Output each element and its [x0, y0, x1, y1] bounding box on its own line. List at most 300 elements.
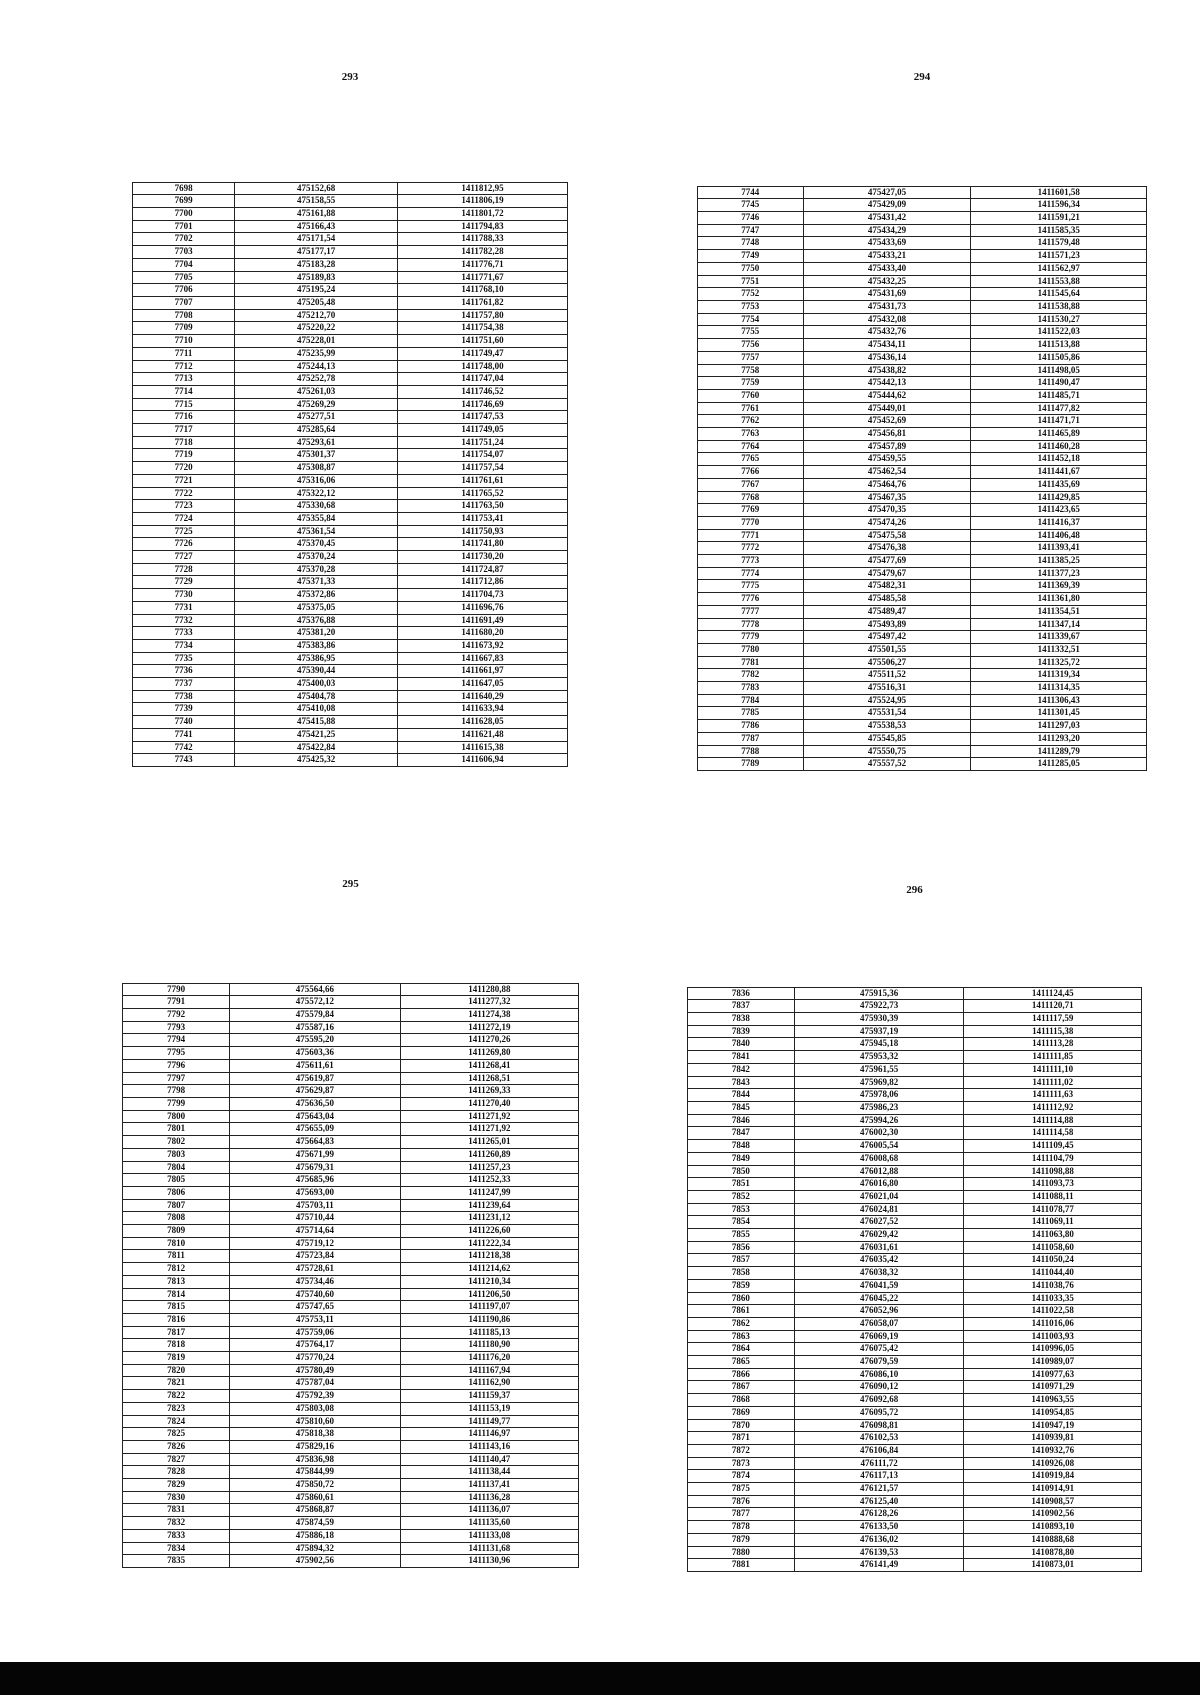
table-row [133, 436, 568, 449]
x-coordinate-cell: 475986,23 [794, 1101, 964, 1114]
y-coordinate-cell: 1411190,86 [400, 1313, 578, 1326]
y-coordinate-cell: 1411505,86 [971, 351, 1147, 364]
x-coordinate-cell: 475285,64 [235, 424, 398, 437]
table-row [698, 478, 1147, 491]
point-number-cell: 7800 [123, 1110, 230, 1123]
table-row [123, 1415, 579, 1428]
x-coordinate-cell: 475810,60 [230, 1415, 401, 1428]
y-coordinate-cell: 1411252,33 [400, 1174, 578, 1187]
x-coordinate-cell: 475235,99 [235, 347, 398, 360]
point-number-cell: 7821 [123, 1377, 230, 1390]
x-coordinate-cell: 476111,72 [794, 1457, 964, 1470]
table-row [698, 567, 1147, 580]
x-coordinate-cell: 475844,99 [230, 1466, 401, 1479]
y-coordinate-cell: 1411754,07 [397, 449, 567, 462]
x-coordinate-cell: 475277,51 [235, 411, 398, 424]
point-number-cell: 7709 [133, 322, 235, 335]
x-coordinate-cell: 475228,01 [235, 335, 398, 348]
x-coordinate-cell: 475464,76 [803, 478, 971, 491]
point-number-cell: 7873 [688, 1457, 795, 1470]
y-coordinate-cell: 1411749,47 [397, 347, 567, 360]
x-coordinate-cell: 475770,24 [230, 1352, 401, 1365]
point-number-cell: 7761 [698, 402, 804, 415]
x-coordinate-cell: 475860,61 [230, 1491, 401, 1504]
point-number-cell: 7804 [123, 1161, 230, 1174]
y-coordinate-cell: 1411218,38 [400, 1250, 578, 1263]
table-row [133, 690, 568, 703]
table-row [688, 1457, 1142, 1470]
y-coordinate-cell: 1411661,97 [397, 665, 567, 678]
x-coordinate-cell: 475308,87 [235, 462, 398, 475]
point-number-cell: 7810 [123, 1237, 230, 1250]
x-coordinate-cell: 475372,86 [235, 589, 398, 602]
x-coordinate-cell: 475685,96 [230, 1174, 401, 1187]
point-number-cell: 7728 [133, 563, 235, 576]
point-number-cell: 7775 [698, 580, 804, 593]
y-coordinate-cell: 1411111,02 [964, 1076, 1142, 1089]
table-row [133, 754, 568, 767]
x-coordinate-cell: 475383,86 [235, 639, 398, 652]
y-coordinate-cell: 1411176,20 [400, 1352, 578, 1365]
y-coordinate-cell: 1411615,38 [397, 741, 567, 754]
y-coordinate-cell: 1410939,81 [964, 1432, 1142, 1445]
table-row [133, 424, 568, 437]
point-number-cell: 7699 [133, 195, 235, 208]
point-number-cell: 7741 [133, 728, 235, 741]
point-number-cell: 7720 [133, 462, 235, 475]
y-coordinate-cell: 1411153,19 [400, 1402, 578, 1415]
y-coordinate-cell: 1411579,48 [971, 237, 1147, 250]
table-row [688, 1254, 1142, 1267]
table-row [123, 1440, 579, 1453]
table-row [123, 1313, 579, 1326]
x-coordinate-cell: 475371,33 [235, 576, 398, 589]
x-coordinate-cell: 475894,32 [230, 1542, 401, 1555]
table-row [698, 758, 1147, 771]
point-number-cell: 7787 [698, 732, 804, 745]
x-coordinate-cell: 475643,04 [230, 1110, 401, 1123]
point-number-cell: 7791 [123, 996, 230, 1009]
y-coordinate-cell: 1411801,72 [397, 208, 567, 221]
point-number-cell: 7864 [688, 1343, 795, 1356]
point-number-cell: 7795 [123, 1047, 230, 1060]
y-coordinate-cell: 1410947,19 [964, 1419, 1142, 1432]
y-coordinate-cell: 1411768,10 [397, 284, 567, 297]
x-coordinate-cell: 475467,35 [803, 491, 971, 504]
table-row [698, 415, 1147, 428]
x-coordinate-cell: 475452,69 [803, 415, 971, 428]
point-number-cell: 7827 [123, 1453, 230, 1466]
y-coordinate-cell: 1411696,76 [397, 601, 567, 614]
x-coordinate-cell: 475442,13 [803, 377, 971, 390]
y-coordinate-cell: 1411416,37 [971, 516, 1147, 529]
x-coordinate-cell: 476069,19 [794, 1330, 964, 1343]
x-coordinate-cell: 475355,84 [235, 512, 398, 525]
y-coordinate-cell: 1411098,88 [964, 1165, 1142, 1178]
table-row [133, 322, 568, 335]
point-number-cell: 7825 [123, 1428, 230, 1441]
point-number-cell: 7869 [688, 1406, 795, 1419]
table-row [688, 1038, 1142, 1051]
table-row [123, 1326, 579, 1339]
y-coordinate-cell: 1411033,35 [964, 1292, 1142, 1305]
y-coordinate-cell: 1411369,39 [971, 580, 1147, 593]
table-row [123, 1339, 579, 1352]
x-coordinate-cell: 476038,32 [794, 1267, 964, 1280]
y-coordinate-cell: 1411640,29 [397, 690, 567, 703]
x-coordinate-cell: 475780,49 [230, 1364, 401, 1377]
x-coordinate-cell: 475152,68 [235, 182, 398, 195]
page-296 [687, 883, 1142, 1572]
y-coordinate-cell: 1411471,71 [971, 415, 1147, 428]
x-coordinate-cell: 475205,48 [235, 296, 398, 309]
x-coordinate-cell: 475370,45 [235, 538, 398, 551]
point-number-cell: 7818 [123, 1339, 230, 1352]
x-coordinate-cell: 475475,58 [803, 529, 971, 542]
x-coordinate-cell: 475664,83 [230, 1136, 401, 1149]
point-number-cell: 7852 [688, 1190, 795, 1203]
table-row [688, 1533, 1142, 1546]
x-coordinate-cell: 475212,70 [235, 309, 398, 322]
point-number-cell: 7721 [133, 474, 235, 487]
x-coordinate-cell: 475244,13 [235, 360, 398, 373]
point-number-cell: 7876 [688, 1495, 795, 1508]
table-row [688, 1000, 1142, 1013]
y-coordinate-cell: 1411117,59 [964, 1013, 1142, 1026]
point-number-cell: 7751 [698, 275, 804, 288]
x-coordinate-cell: 475595,20 [230, 1034, 401, 1047]
point-number-cell: 7716 [133, 411, 235, 424]
table-row [688, 1076, 1142, 1089]
x-coordinate-cell: 475485,58 [803, 593, 971, 606]
point-number-cell: 7805 [123, 1174, 230, 1187]
point-number-cell: 7855 [688, 1229, 795, 1242]
x-coordinate-cell: 475457,89 [803, 440, 971, 453]
x-coordinate-cell: 476121,57 [794, 1483, 964, 1496]
x-coordinate-cell: 476098,81 [794, 1419, 964, 1432]
y-coordinate-cell: 1411231,12 [400, 1212, 578, 1225]
x-coordinate-cell: 475316,06 [235, 474, 398, 487]
table-row [688, 1013, 1142, 1026]
table-row [698, 428, 1147, 441]
table-row [133, 474, 568, 487]
point-number-cell: 7794 [123, 1034, 230, 1047]
y-coordinate-cell: 1411271,92 [400, 1123, 578, 1136]
point-number-cell: 7726 [133, 538, 235, 551]
x-coordinate-cell: 475753,11 [230, 1313, 401, 1326]
point-number-cell: 7808 [123, 1212, 230, 1225]
point-number-cell: 7809 [123, 1225, 230, 1238]
point-number-cell: 7850 [688, 1165, 795, 1178]
y-coordinate-cell: 1411063,80 [964, 1229, 1142, 1242]
y-coordinate-cell: 1411297,03 [971, 720, 1147, 733]
y-coordinate-cell: 1411647,05 [397, 678, 567, 691]
x-coordinate-cell: 475434,11 [803, 339, 971, 352]
point-number-cell: 7871 [688, 1432, 795, 1445]
x-coordinate-cell: 475462,54 [803, 466, 971, 479]
x-coordinate-cell: 475432,76 [803, 326, 971, 339]
point-number-cell: 7837 [688, 1000, 795, 1013]
point-number-cell: 7788 [698, 745, 804, 758]
y-coordinate-cell: 1411265,01 [400, 1136, 578, 1149]
table-row [698, 682, 1147, 695]
x-coordinate-cell: 475874,59 [230, 1517, 401, 1530]
point-number-cell: 7727 [133, 551, 235, 564]
x-coordinate-cell: 475710,44 [230, 1212, 401, 1225]
x-coordinate-cell: 475493,89 [803, 618, 971, 631]
x-coordinate-cell: 475482,31 [803, 580, 971, 593]
coordinate-table [132, 182, 568, 767]
x-coordinate-cell: 475792,39 [230, 1390, 401, 1403]
y-coordinate-cell: 1411751,60 [397, 335, 567, 348]
x-coordinate-cell: 475572,12 [230, 996, 401, 1009]
x-coordinate-cell: 475449,01 [803, 402, 971, 415]
point-number-cell: 7722 [133, 487, 235, 500]
y-coordinate-cell: 1411606,94 [397, 754, 567, 767]
table-row [698, 504, 1147, 517]
x-coordinate-cell: 475978,06 [794, 1089, 964, 1102]
point-number-cell: 7793 [123, 1021, 230, 1034]
point-number-cell: 7703 [133, 246, 235, 259]
point-number-cell: 7702 [133, 233, 235, 246]
y-coordinate-cell: 1411167,94 [400, 1364, 578, 1377]
table-row [133, 462, 568, 475]
point-number-cell: 7710 [133, 335, 235, 348]
x-coordinate-cell: 475524,95 [803, 694, 971, 707]
y-coordinate-cell: 1411485,71 [971, 389, 1147, 402]
x-coordinate-cell: 475961,55 [794, 1063, 964, 1076]
table-row [688, 1051, 1142, 1064]
point-number-cell: 7735 [133, 652, 235, 665]
table-row [133, 589, 568, 602]
x-coordinate-cell: 475497,42 [803, 631, 971, 644]
x-coordinate-cell: 475432,08 [803, 313, 971, 326]
x-coordinate-cell: 475427,05 [803, 186, 971, 199]
y-coordinate-cell: 1411354,51 [971, 605, 1147, 618]
x-coordinate-cell: 476031,61 [794, 1241, 964, 1254]
x-coordinate-cell: 475421,25 [235, 728, 398, 741]
y-coordinate-cell: 1411435,69 [971, 478, 1147, 491]
y-coordinate-cell: 1411393,41 [971, 542, 1147, 555]
x-coordinate-cell: 475433,69 [803, 237, 971, 250]
x-coordinate-cell: 475994,26 [794, 1114, 964, 1127]
table-row [698, 529, 1147, 542]
table-row [133, 411, 568, 424]
table-row [133, 601, 568, 614]
point-number-cell: 7758 [698, 364, 804, 377]
table-row [133, 360, 568, 373]
y-coordinate-cell: 1411280,88 [400, 983, 578, 996]
y-coordinate-cell: 1411113,28 [964, 1038, 1142, 1051]
point-number-cell: 7753 [698, 300, 804, 313]
x-coordinate-cell: 475158,55 [235, 195, 398, 208]
point-number-cell: 7811 [123, 1250, 230, 1263]
y-coordinate-cell: 1411111,63 [964, 1089, 1142, 1102]
y-coordinate-cell: 1411724,87 [397, 563, 567, 576]
point-number-cell: 7768 [698, 491, 804, 504]
point-number-cell: 7875 [688, 1483, 795, 1496]
point-number-cell: 7743 [133, 754, 235, 767]
y-coordinate-cell: 1411673,92 [397, 639, 567, 652]
x-coordinate-cell: 475629,87 [230, 1085, 401, 1098]
table-row [133, 728, 568, 741]
point-number-cell: 7725 [133, 525, 235, 538]
point-number-cell: 7723 [133, 500, 235, 513]
y-coordinate-cell: 1411751,24 [397, 436, 567, 449]
y-coordinate-cell: 1411293,20 [971, 732, 1147, 745]
table-row [698, 453, 1147, 466]
y-coordinate-cell: 1411136,28 [400, 1491, 578, 1504]
y-coordinate-cell: 1411812,95 [397, 182, 567, 195]
y-coordinate-cell: 1411746,52 [397, 385, 567, 398]
table-row [698, 351, 1147, 364]
table-row [688, 1381, 1142, 1394]
table-row [133, 652, 568, 665]
table-row [133, 551, 568, 564]
x-coordinate-cell: 475376,88 [235, 614, 398, 627]
x-coordinate-cell: 475390,44 [235, 665, 398, 678]
y-coordinate-cell: 1411069,11 [964, 1216, 1142, 1229]
x-coordinate-cell: 475587,16 [230, 1021, 401, 1034]
x-coordinate-cell: 475330,68 [235, 500, 398, 513]
y-coordinate-cell: 1411513,88 [971, 339, 1147, 352]
point-number-cell: 7802 [123, 1136, 230, 1149]
table-row [123, 1555, 579, 1568]
point-number-cell: 7803 [123, 1148, 230, 1161]
point-number-cell: 7862 [688, 1317, 795, 1330]
point-number-cell: 7841 [688, 1051, 795, 1064]
y-coordinate-cell: 1411038,76 [964, 1279, 1142, 1292]
table-row [123, 1136, 579, 1149]
y-coordinate-cell: 1411522,03 [971, 326, 1147, 339]
point-number-cell: 7746 [698, 212, 804, 225]
point-number-cell: 7752 [698, 288, 804, 301]
x-coordinate-cell: 475636,50 [230, 1097, 401, 1110]
y-coordinate-cell: 1411763,50 [397, 500, 567, 513]
y-coordinate-cell: 1410989,07 [964, 1356, 1142, 1369]
table-row [688, 1343, 1142, 1356]
x-coordinate-cell: 476012,88 [794, 1165, 964, 1178]
table-row [133, 220, 568, 233]
point-number-cell: 7772 [698, 542, 804, 555]
point-number-cell: 7736 [133, 665, 235, 678]
table-row [688, 1546, 1142, 1559]
x-coordinate-cell: 475723,84 [230, 1250, 401, 1263]
y-coordinate-cell: 1411274,38 [400, 1009, 578, 1022]
table-row [123, 1250, 579, 1263]
x-coordinate-cell: 475719,12 [230, 1237, 401, 1250]
y-coordinate-cell: 1411112,92 [964, 1101, 1142, 1114]
table-row [133, 665, 568, 678]
point-number-cell: 7765 [698, 453, 804, 466]
x-coordinate-cell: 475375,05 [235, 601, 398, 614]
table-row [123, 1123, 579, 1136]
y-coordinate-cell: 1411197,07 [400, 1301, 578, 1314]
point-number-cell: 7770 [698, 516, 804, 529]
x-coordinate-cell: 475301,37 [235, 449, 398, 462]
point-number-cell: 7847 [688, 1127, 795, 1140]
point-number-cell: 7785 [698, 707, 804, 720]
table-row [133, 741, 568, 754]
y-coordinate-cell: 1410926,08 [964, 1457, 1142, 1470]
y-coordinate-cell: 1410888,68 [964, 1533, 1142, 1546]
table-row [698, 440, 1147, 453]
table-row [123, 1047, 579, 1060]
y-coordinate-cell: 1411730,20 [397, 551, 567, 564]
point-number-cell: 7797 [123, 1072, 230, 1085]
point-number-cell: 7783 [698, 682, 804, 695]
point-number-cell: 7786 [698, 720, 804, 733]
table-row [698, 593, 1147, 606]
y-coordinate-cell: 1411109,45 [964, 1140, 1142, 1153]
table-row [123, 1009, 579, 1022]
table-row [698, 250, 1147, 263]
table-row [698, 300, 1147, 313]
table-row [123, 1225, 579, 1238]
x-coordinate-cell: 476086,10 [794, 1368, 964, 1381]
point-number-cell: 7815 [123, 1301, 230, 1314]
y-coordinate-cell: 1411268,51 [400, 1072, 578, 1085]
y-coordinate-cell: 1411538,88 [971, 300, 1147, 313]
x-coordinate-cell: 476090,12 [794, 1381, 964, 1394]
point-number-cell: 7879 [688, 1533, 795, 1546]
page-294 [697, 70, 1147, 771]
table-row [123, 1517, 579, 1530]
y-coordinate-cell: 1411104,79 [964, 1152, 1142, 1165]
table-row [133, 716, 568, 729]
point-number-cell: 7820 [123, 1364, 230, 1377]
table-row [698, 707, 1147, 720]
x-coordinate-cell: 475166,43 [235, 220, 398, 233]
x-coordinate-cell: 475220,22 [235, 322, 398, 335]
table-row [688, 1165, 1142, 1178]
point-number-cell: 7731 [133, 601, 235, 614]
x-coordinate-cell: 476008,68 [794, 1152, 964, 1165]
table-row [123, 1428, 579, 1441]
table-row [688, 1356, 1142, 1369]
point-number-cell: 7762 [698, 415, 804, 428]
x-coordinate-cell: 476095,72 [794, 1406, 964, 1419]
point-number-cell: 7849 [688, 1152, 795, 1165]
coordinate-table [697, 186, 1147, 771]
x-coordinate-cell: 475538,53 [803, 720, 971, 733]
x-coordinate-cell: 476002,30 [794, 1127, 964, 1140]
table-row [133, 182, 568, 195]
coordinate-table [122, 983, 579, 1568]
y-coordinate-cell: 1411339,67 [971, 631, 1147, 644]
y-coordinate-cell: 1411754,38 [397, 322, 567, 335]
x-coordinate-cell: 475902,56 [230, 1555, 401, 1568]
point-number-cell: 7842 [688, 1063, 795, 1076]
y-coordinate-cell: 1411591,21 [971, 212, 1147, 225]
point-number-cell: 7750 [698, 262, 804, 275]
point-number-cell: 7777 [698, 605, 804, 618]
table-row [698, 212, 1147, 225]
y-coordinate-cell: 1411571,23 [971, 250, 1147, 263]
y-coordinate-cell: 1411111,85 [964, 1051, 1142, 1064]
point-number-cell: 7779 [698, 631, 804, 644]
x-coordinate-cell: 475501,55 [803, 643, 971, 656]
table-row [688, 1470, 1142, 1483]
table-row [688, 1101, 1142, 1114]
table-row [698, 402, 1147, 415]
x-coordinate-cell: 475479,67 [803, 567, 971, 580]
point-number-cell: 7714 [133, 385, 235, 398]
y-coordinate-cell: 1411138,44 [400, 1466, 578, 1479]
x-coordinate-cell: 475361,54 [235, 525, 398, 538]
table-row [688, 1317, 1142, 1330]
point-number-cell: 7798 [123, 1085, 230, 1098]
